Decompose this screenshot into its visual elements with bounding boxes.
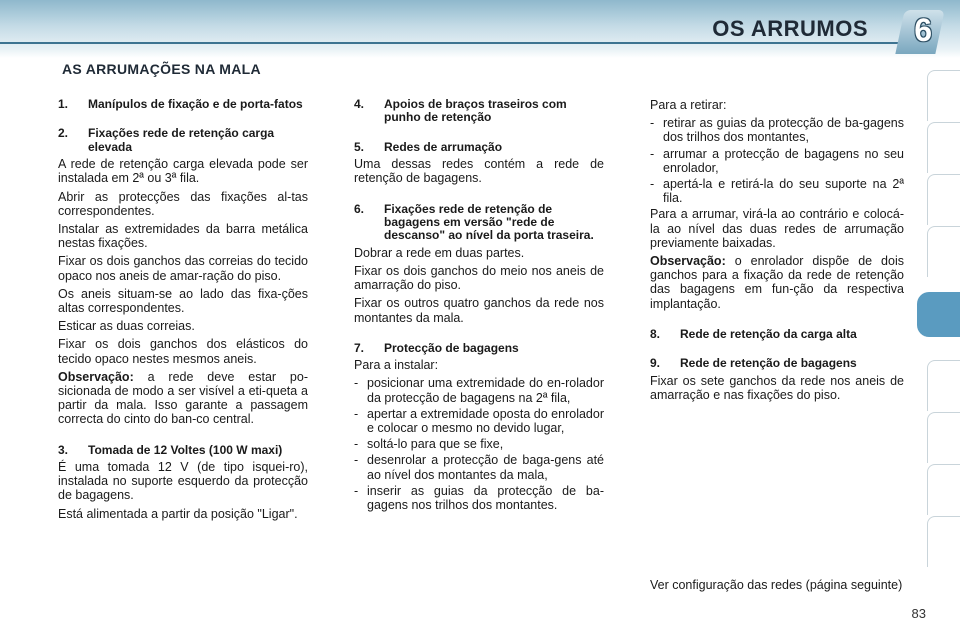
paragraph: Para a retirar: (650, 98, 727, 112)
heading-number: 8. (650, 326, 661, 341)
heading-8 (650, 328, 904, 341)
paragraph: Uma dessas redes contém a rede de retenção de bagagens. (354, 157, 604, 186)
list-item-text: posicionar uma extremidade do en-rolador da protecção de bagagens na 2ª fila, (367, 376, 604, 405)
observation-text: o enrolador dispõe de dois ganchos para a fixação da rede de retenção das bagagens em fun-ção da respectiva implantação. (650, 254, 904, 311)
heading-text: Redes de arrumação (384, 139, 503, 154)
chapter-tab[interactable] (927, 70, 960, 121)
dash-bullet: - (650, 177, 655, 192)
chapter-tab[interactable] (927, 226, 960, 277)
observation-label: Observação: (650, 254, 726, 269)
heading-number: 3. (58, 442, 69, 457)
paragraph: Esticar as duas correias. (58, 319, 195, 334)
heading-7 (354, 342, 604, 355)
list-item (354, 484, 604, 512)
chapter-number: 6 (914, 12, 932, 48)
heading-number: 7. (354, 340, 365, 355)
list-item-text: soltá-lo para que se fixe, (367, 437, 504, 452)
observation-text: a rede deve estar po-sicionada de modo a ser visível a eti-queta a partir da mala. Isso garante a passagem correcta do cinto do ban-co central. (58, 369, 308, 427)
heading-text: Rede de retenção de bagagens (680, 356, 857, 371)
heading-text: Manípulos de fixação e de porta-fatos (88, 97, 303, 111)
dash-bullet: - (354, 376, 359, 391)
footer-note: Ver configuração das redes (página seguinte) (650, 578, 903, 592)
dash-bullet: - (354, 453, 359, 468)
list-item-text: apertá-la e retirá-la do seu suporte na 2ª fila. (663, 177, 904, 206)
paragraph: Está alimentada a partir da posição "Ligar". (58, 506, 298, 521)
list-item-text: inserir as guias da protecção de ba-gagens nos trilhos dos montantes. (367, 483, 604, 513)
chapter-tabs (927, 70, 960, 575)
list-item-text: arrumar a protecção de bagagens no seu enrolador, (663, 146, 904, 175)
paragraph: Dobrar a rede em duas partes. (354, 245, 525, 260)
paragraph: Fixar os dois ganchos do meio nos aneis de amarração do piso. (354, 264, 604, 293)
column-3 (650, 98, 904, 406)
heading-9 (650, 357, 904, 370)
heading-number: 1. (58, 97, 69, 111)
list-item-text: desenrolar a protecção de baga-gens até ao nível dos montantes da mala, (367, 453, 604, 482)
paragraph: A rede de retenção carga elevada pode ser instalada em 2ª ou 3ª fila. (58, 157, 308, 186)
observation-label: Observação: (58, 369, 134, 384)
paragraph: Para a arrumar, virá-la ao contrário e colocá-la ao nível das duas redes de arrumação previamente baixadas. (650, 207, 904, 250)
chapter-title: OS ARRUMOS (712, 16, 868, 41)
list-item (650, 177, 904, 205)
heading-3 (58, 444, 308, 457)
heading-2 (58, 127, 308, 154)
chapter-tab[interactable] (927, 464, 960, 515)
list-item (354, 453, 604, 481)
list-item (354, 407, 604, 435)
paragraph: Os aneis situam-se ao lado das fixa-ções altas correspondentes. (58, 286, 308, 316)
heading-number: 9. (650, 356, 661, 371)
chapter-tab[interactable] (927, 516, 960, 567)
heading-4 (354, 98, 604, 125)
list-item (354, 437, 604, 451)
heading-number: 6. (354, 201, 365, 216)
paragraph: Fixar os dois ganchos dos elásticos do tecido opaco nestes mesmos aneis. (58, 337, 308, 366)
paragraph: Abrir as protecções das fixações al-tas correspondentes. (58, 189, 308, 218)
dash-bullet: - (650, 146, 655, 161)
heading-text: Fixações rede de retenção carga elevada (88, 126, 275, 154)
heading-5 (354, 141, 604, 154)
dash-bullet: - (354, 483, 359, 498)
observation-note (650, 254, 904, 311)
page-number: 83 (911, 606, 926, 621)
column-2 (354, 98, 604, 514)
heading-number: 4. (354, 97, 365, 111)
paragraph: Fixar os outros quatro ganchos da rede nos montantes da mala. (354, 296, 604, 325)
heading-text: Apoios de braços traseiros com punho de retenção (384, 97, 567, 125)
heading-6 (354, 203, 604, 243)
heading-text: Fixações rede de retenção de bagagens em versão "rede de descanso" ao nível da porta traseira. (384, 201, 594, 243)
heading-text: Tomada de 12 Voltes (100 W maxi) (88, 442, 283, 457)
chapter-tab[interactable] (927, 412, 960, 463)
column-1 (58, 98, 308, 525)
section-title: AS ARRUMAÇÕES NA MALA (62, 61, 261, 77)
page-header (0, 0, 960, 58)
chapter-tab[interactable] (927, 360, 960, 411)
observation-note (58, 370, 308, 427)
paragraph: Fixar os sete ganchos da rede nos aneis de amarração e nas fixações do piso. (650, 373, 904, 402)
heading-text: Protecção de bagagens (384, 340, 519, 355)
heading-number: 2. (58, 126, 69, 141)
chapter-tab[interactable] (927, 122, 960, 173)
list-item-text: apertar a extremidade oposta do enrolador e colocar o mesmo no devido lugar, (367, 406, 604, 436)
list-item (650, 116, 904, 144)
paragraph: Para a instalar: (354, 358, 439, 373)
paragraph: É uma tomada 12 V (de tipo isquei-ro), instalada no suporte esquerdo da protecção de bagagens. (58, 460, 308, 503)
chapter-tab[interactable] (927, 174, 960, 225)
paragraph: Fixar os dois ganchos das correias do tecido opaco nos aneis de amar-ração do piso. (58, 254, 308, 283)
dash-bullet: - (354, 437, 359, 452)
heading-number: 5. (354, 139, 365, 154)
heading-1 (58, 98, 308, 111)
heading-text: Rede de retenção da carga alta (680, 326, 857, 341)
paragraph: Instalar as extremidades da barra metálica nestas fixações. (58, 222, 308, 251)
list-item (650, 147, 904, 175)
dash-bullet: - (354, 406, 359, 421)
header-rule (0, 42, 900, 44)
list-item-text: retirar as guias da protecção de ba-gagens dos trilhos dos montantes, (663, 116, 904, 145)
chapter-tab-active[interactable] (917, 292, 960, 337)
list-item (354, 376, 604, 404)
dash-bullet: - (650, 116, 655, 131)
